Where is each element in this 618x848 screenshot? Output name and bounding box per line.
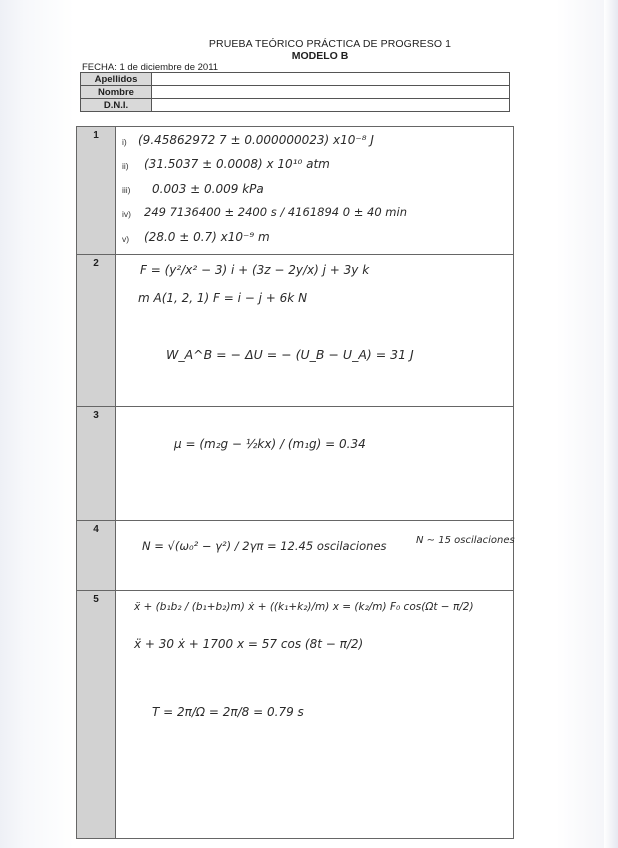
question-row <box>77 407 514 521</box>
handwritten-answer: F = (y²/x² − 3) i + (3z − 2y/x) j + 3y k <box>140 263 370 277</box>
item-label: iii) <box>122 185 131 195</box>
dni-field[interactable] <box>152 99 510 112</box>
item-label: ii) <box>122 161 129 171</box>
handwritten-answer: T = 2π/Ω = 2π/8 = 0.79 s <box>152 705 304 719</box>
id-label-name: Nombre <box>81 86 152 99</box>
handwritten-answer: μ = (m₂g − ½kx) / (m₁g) = 0.34 <box>174 437 366 451</box>
answer-cell <box>116 521 514 591</box>
answer-cell <box>116 255 514 407</box>
id-row <box>81 73 510 86</box>
handwritten-answer: m A(1, 2, 1) F = i − j + 6k N <box>138 291 308 305</box>
item-label: i) <box>122 137 127 147</box>
handwritten-answer: (9.45862972 7 ± 0.000000023) x10⁻⁸ J <box>138 133 374 147</box>
handwritten-answer: (28.0 ± 0.7) x10⁻⁹ m <box>144 230 270 244</box>
exam-model: MODELO B <box>291 50 349 62</box>
answer-cell <box>116 407 514 521</box>
id-row <box>81 99 510 112</box>
item-label: iv) <box>122 209 131 219</box>
item-label: v) <box>122 234 130 244</box>
answer-cell <box>116 127 514 255</box>
question-row <box>77 591 514 839</box>
name-field[interactable] <box>152 86 510 99</box>
handwritten-answer: 249 7136400 ± 2400 s / 4161894 0 ± 40 min <box>144 205 407 219</box>
handwritten-answer: ẍ + 30 ẋ + 1700 x = 57 cos (8t − π/2) <box>134 637 364 651</box>
answers-table <box>76 126 514 839</box>
handwritten-answer: 0.003 ± 0.009 kPa <box>152 182 264 196</box>
scan-edge <box>604 0 618 848</box>
question-row <box>77 255 514 407</box>
handwritten-answer: N ∼ 15 oscilaciones <box>416 535 515 546</box>
handwritten-answer: (31.5037 ± 0.0008) x 10¹⁰ atm <box>144 157 330 171</box>
exam-date: FECHA: 1 de diciembre de 2011 <box>82 62 219 73</box>
id-label-dni: D.N.I. <box>81 99 152 112</box>
question-row <box>77 127 514 255</box>
student-id-table <box>80 72 510 112</box>
surname-field[interactable] <box>152 73 510 86</box>
question-number: 3 <box>77 407 116 521</box>
id-row <box>81 86 510 99</box>
question-row <box>77 521 514 591</box>
question-number: 4 <box>77 521 116 591</box>
id-label-surname: Apellidos <box>81 73 152 86</box>
page-heading <box>205 38 455 62</box>
handwritten-answer: N = √(ω₀² − γ²) / 2γπ = 12.45 oscilaciones <box>142 539 387 553</box>
exam-title: PRUEBA TEÓRICO PRÁCTICA DE PROGRESO 1 <box>208 38 452 50</box>
handwritten-answer: ẍ + (b₁b₂ / (b₁+b₂)m) ẋ + ((k₁+k₂)/m) x = (k₂/m) F₀ cos(Ωt − π/2) <box>134 601 474 613</box>
question-number: 1 <box>77 127 116 255</box>
answer-cell <box>116 591 514 839</box>
handwritten-answer: W_A^B = − ΔU = − (U_B − U_A) = 31 J <box>166 347 414 362</box>
question-number: 2 <box>77 255 116 407</box>
question-number: 5 <box>77 591 116 839</box>
